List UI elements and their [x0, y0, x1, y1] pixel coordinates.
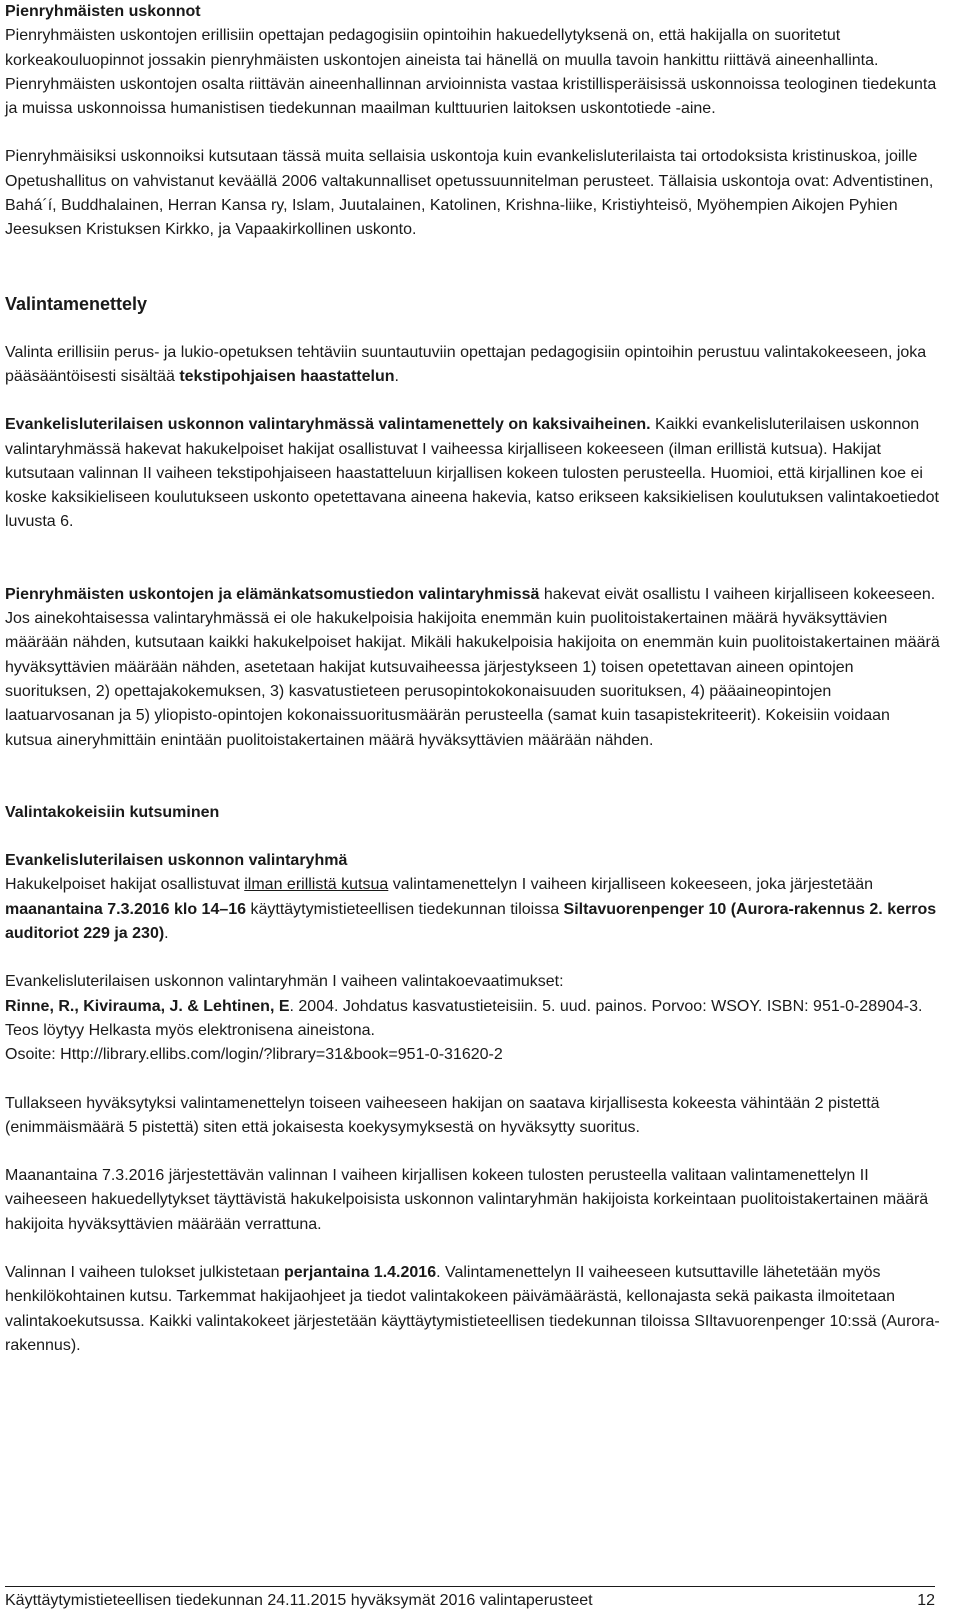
text: valintamenettelyn I vaiheen kirjalliseen kokeeseen, joka järjestetään [388, 876, 874, 894]
page-footer [5, 1586, 935, 1613]
paragraph [5, 583, 940, 753]
text: Valinnan I vaiheen tulokset julkistetaan [5, 1263, 284, 1281]
text: Valinta erillisiin perus- ja lukio-opetuksen tehtäviin suuntautuviin opettajan pedagogisiin opintoihin perustuu valintakokeeseen, joka pääsääntöisesti sisältää [5, 343, 927, 385]
page-number: 12 [917, 1592, 935, 1609]
bold-text: maanantaina 7.3.2016 klo 14–16 [5, 900, 247, 918]
text: . 2004. Johdatus kasvatustieteisiin. 5. uud. painos. Porvoo: WSOY. ISBN: 951-0-28904-3. [289, 997, 923, 1015]
paragraph: Tullakseen hyväksytyksi valintamenettelyn toiseen vaiheeseen hakijan on saatava kirjallisesta kokeesta vähintään 2 pistettä (enimmäismäärä 5 pistettä) siten että jokaisesta koekysymyksestä on hyväksytty suoritus. [5, 1094, 880, 1136]
footer-text: Käyttäytymistieteellisen tiedekunnan 24.11.2015 hyväksymät 2016 valintaperusteet [5, 1592, 593, 1609]
text: . [164, 925, 169, 943]
text: Pienryhmäisten uskontojen erillisiin opettajan pedagogisiin opintoihin hakuedellytyksenä on, että hakijalla on suoritetut korkeakouluopinnot jossakin pienryhmäisten uskontojen aineista tai hänellä on muulla tavoin hankittu riittävä aineenhallinta. [5, 27, 879, 69]
text: käyttäytymistieteellisen tiedekunnan tiloissa [246, 900, 564, 918]
text: hakevat eivät osallistu I vaiheen kirjalliseen kokeeseen. Jos ainekohtaisessa valintaryhmässä ei ole hakukelpoisia hakijoita enemmän kuin puolitoistakertainen määrä hyväksyttävien määrään nähden, kutsutaan kaikki hakukelpoiset hakijat. Mikäli hakukelpoisia hakijoita on enemmän kuin puolitoistakertainen määrä hyväksyttävien määrään nähden, asetetaan hakijat kutsuvaiheessa järjestykseen 1) toisen opetettavan aineen opintojen suorituksen, 2) opettajakokemuksen, 3) kasvatustieteen perusopintokokonaisuuden suorituksen, 4) pääaineopintojen laatuarvosanan ja 5) yliopisto-opintojen kokonaissuoritusmäärän perusteella (samat kuin tasapistekriteerit). Kokeisiin voidaan kutsua aineryhmittäin enintään puolitoistakertainen määrä hyväksyttävien määrään nähden. [5, 585, 940, 749]
bold-text: tekstipohjaisen haastattelun [179, 367, 395, 385]
subsection-title: Evankelisluterilaisen uskonnon valintaryhmä [5, 852, 348, 870]
bold-text: Rinne, R., Kivirauma, J. & Lehtinen, E [5, 997, 290, 1015]
paragraph [5, 873, 940, 946]
bold-text: Evankelisluterilaisen uskonnon valintaryhmässä valintamenettely on kaksivaiheinen. [5, 416, 651, 434]
paragraph: Maanantaina 7.3.2016 järjestettävän valinnan I vaiheen kirjallisen kokeen tulosten perusteella valitaan valintamenettelyn II vaiheeseen hakuedellytykset täyttävistä hakukelpoisista uskonnon valintaryhmän hakijoista korkeintaan puolitoistakertainen määrä hakijoita hyväksyttävien määrään verrattuna. [5, 1167, 929, 1233]
underlined-text: ilman erillistä kutsua [244, 876, 389, 894]
section-title-invitation: Valintakokeisiin kutsuminen [5, 803, 220, 821]
requirements-address: Osoite: Http://library.ellibs.com/login/?library=31&book=951-0-31620-2 [5, 1046, 503, 1064]
text: Hakukelpoiset hakijat osallistuvat [5, 876, 245, 894]
paragraph [5, 413, 940, 534]
bold-text: Siltavuorenpenger 10 (Aurora-rakennus 2. kerros auditoriot 229 ja 230) [5, 900, 937, 943]
requirements-reference [5, 995, 940, 1019]
text: Pienryhmäisten uskontojen osalta riittävän aineenhallinnan arvioinnista vastaa kristillisperäisissä uskonnoissa teologinen tiedekunta ja muissa uskonnoissa humanistisen tiedekunnan maailman kulttuurien laitoksen uskontotiede -aine. [5, 75, 937, 118]
paragraph [5, 1261, 940, 1358]
section-title-selection-procedure: Valintamenettely [5, 293, 148, 314]
text: . [394, 367, 399, 385]
text: Kaikki evankelisluterilaisen uskonnon valintaryhmässä hakevat hakukelpoiset hakijat osallistuvat I vaiheessa kirjalliseen kokeeseen (ilman erillistä kutsua). Hakijat kutsutaan valinnan II vaiheen tekstipohjaiseen haastatteluun kirjallisen kokeen tulosten perusteella. Huomioi, että kirjallinen koe ei koske kaksikieliseen koulutukseen uskonto opetettavana aineena hakevia, katso erikseen kaksikielisen koulutuksen valintakoetiedot luvusta 6. [5, 416, 939, 531]
bold-text: perjantaina 1.4.2016 [284, 1263, 437, 1281]
text: . Valintamenettelyn II vaiheeseen kutsuttaville lähetetään myös henkilökohtainen kutsu. Tarkemmat hakijaohjeet ja tiedot valintakokeen päivämäärästä, kellonajasta sekä paikasta ilmoitetaan valintakoekutsussa. Kaikki valintakokeet järjestetään käyttäytymistieteellisen tiedekunnan tiloissa SIltavuorenpenger 10:ssä (Aurora-rakennus). [5, 1263, 940, 1354]
paragraph [5, 341, 940, 390]
requirements-note: Teos löytyy Helkasta myös elektronisena aineistona. [5, 1021, 375, 1039]
section-title-small-religions: Pienryhmäisten uskonnot [5, 3, 201, 20]
paragraph [5, 24, 940, 121]
paragraph: Pienryhmäisiksi uskonnoiksi kutsutaan tässä muita sellaisia uskontoja kuin evankelisluterilaista tai ortodoksista kristinuskoa, joille Opetushallitus on vahvistanut keväällä 2006 valtakunnalliset opetussuunnitelman perusteet. Tällaisia uskontoja ovat: Adventistinen, Bahá´í, Buddhalainen, Herran Kansa ry, Islam, Juutalainen, Katolinen, Krishna-liike, Kristiyhteisö, Myöhempien Aikojen Pyhien Jeesuksen Kristuksen Kirkko, ja Vapaakirkollinen uskonto. [5, 148, 934, 239]
document-page [5, 0, 940, 1358]
bold-text: Pienryhmäisten uskontojen ja elämänkatsomustiedon valintaryhmissä [5, 585, 540, 603]
requirements-title: Evankelisluterilaisen uskonnon valintaryhmän I vaiheen valintakoevaatimukset: [5, 973, 564, 991]
